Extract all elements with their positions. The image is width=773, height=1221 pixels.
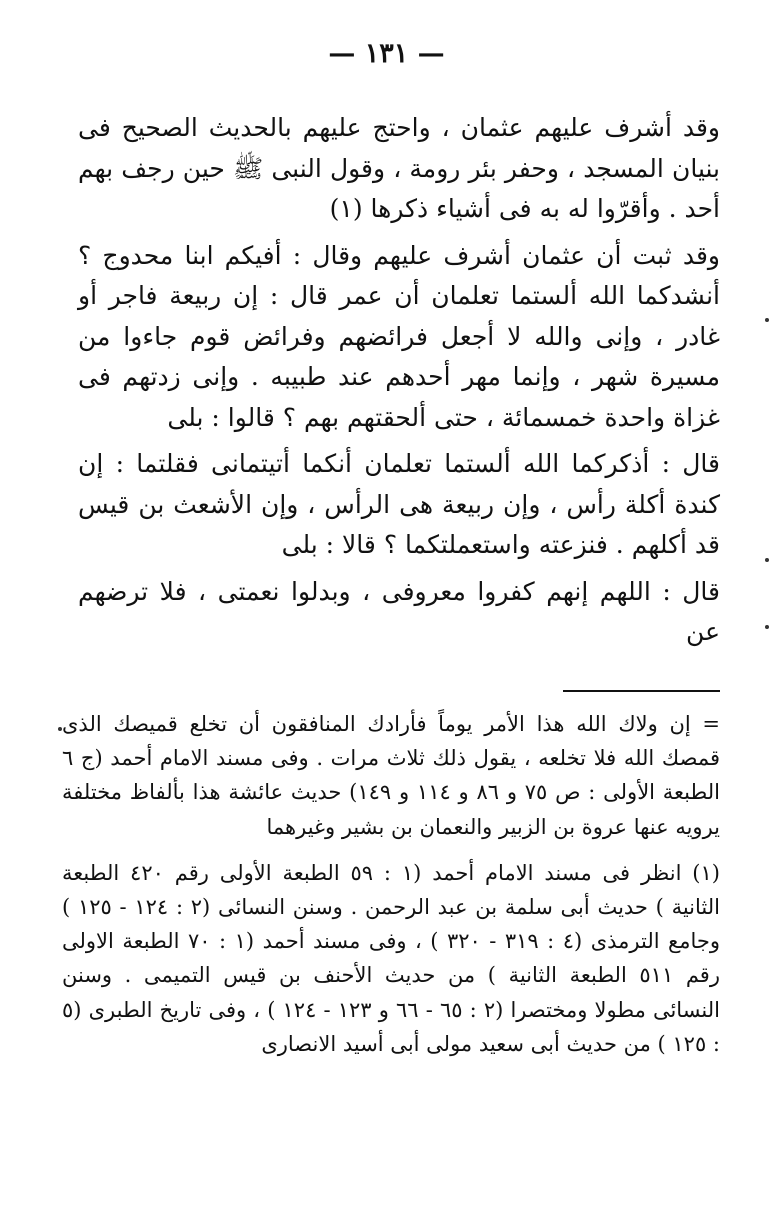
- footnote-1: (١) انظر فى مسند الامام أحمد (١ : ٥٩ الطبعة الأولى رقم ٤٢٠ الطبعة الثانية ) حديث أبى سلمة بن عبد الرحمن . وسنن النسائى (٢ : ١٢٤ - ١٢٥ ) وجامع الترمذى (٤ : ٣١٩ - ٣٢٠ ) ، وفى مسند أحمد (١ : ٧٠ الطبعة الاولى رقم ٥١١ الطبعة الثانية ) من حديث الأحنف بن قيس التميمى . وسنن النسائى مطولا ومختصرا (٢ : ٦٥ - ٦٦ و ١٢٣ - ١٢٤ ) ، وفى تاريخ الطبرى (٥ : ١٢٥ ) من حديث أبى سعيد مولى أبى أسيد الانصارى: [62, 860, 720, 1056]
- paragraph-1: وقد أشرف عليهم عثمان ، واحتج عليهم بالحديث الصحيح فى بنيان المسجد ، وحفر بئر رومة ، وقول النبى ﷺ حين رجف بهم أحد . وأقرّوا له به فى أشياء ذكرها (١): [78, 113, 720, 223]
- margin-dot: [765, 318, 769, 322]
- paragraph-2: وقد ثبت أن عثمان أشرف عليهم وقال : أفيكم ابنا محدوج ؟ أنشدكما الله ألستما تعلمان أن عمر قال : إن ربيعة فاجر أو غادر ، وإنى والله لا أجعل فرائضهم وفرائض قوم جاءوا من مسيرة شهر ، وإنما مهر أحدهم عند طبيبه . وإنى زدتهم فى غزاة واحدة خمسمائة ، حتى ألحقتهم بهم ؟ قالوا : بلى: [78, 240, 720, 432]
- footnote-separator: [563, 690, 720, 692]
- main-text: [78, 108, 720, 653]
- page-number: — ١٣١ —: [328, 38, 445, 69]
- paragraph-4: قال : اللهم إنهم كفروا معروفى ، وبدلوا نعمتى ، فلا ترضهم عن: [78, 576, 720, 646]
- margin-dot: [765, 625, 769, 629]
- margin-dot: [765, 558, 769, 562]
- margin-dot: [58, 727, 62, 731]
- footnotes: [62, 707, 720, 1061]
- paragraph-3: قال : أذكركما الله ألستما تعلمان أنكما أتيتمانى فقلتما : إن كندة أكلة رأس ، وإن ربيعة هى الرأس ، وإن الأشعث بن قيس قد أكلهم . فنزعته واستعملتكما ؟ قالا : بلى: [78, 449, 720, 559]
- footnote-continued: = إن ولاك الله هذا الأمر يوماً فأرادك المنافقون أن تخلع قميصك الذى قمصك الله فلا تخلعه ، يقول ذلك ثلاث مرات . وفى مسند الامام أحمد (ج ٦ الطبعة الأولى : ص ٧٥ و ٨٦ و ١١٤ و ١٤٩) حديث عائشة هذا بألفاظ مختلفة يرويه عنها عروة بن الزبير والنعمان بن بشير وغيرهما: [62, 712, 720, 839]
